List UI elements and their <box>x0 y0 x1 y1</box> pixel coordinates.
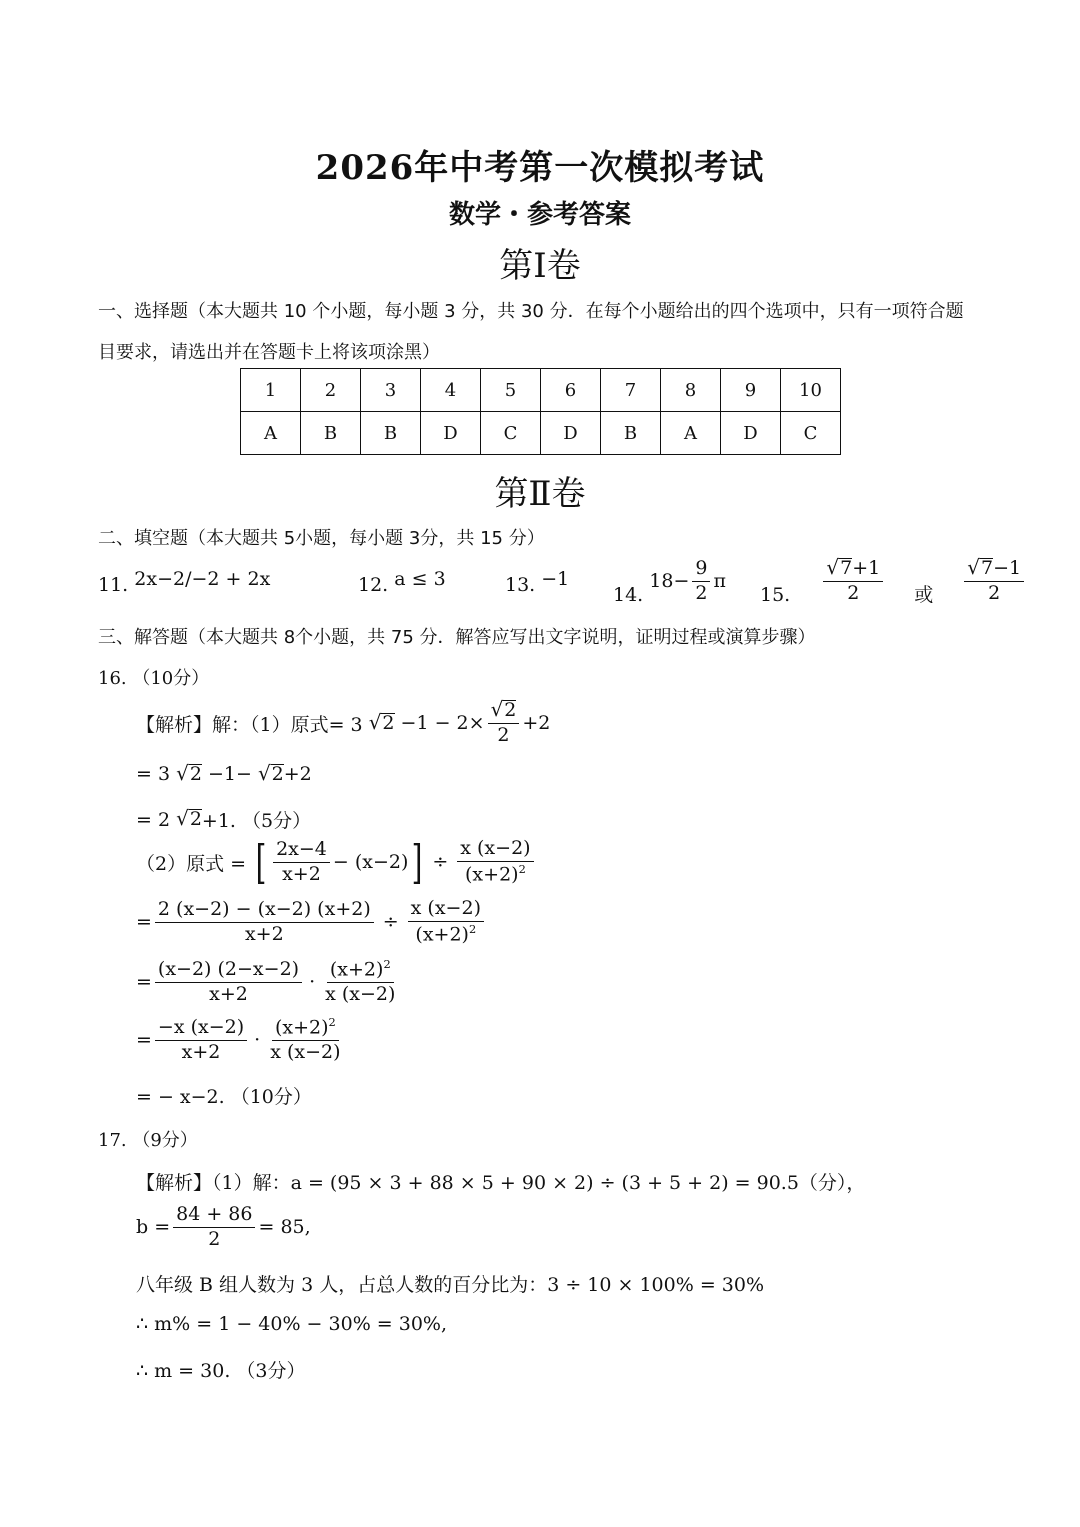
answer-table <box>240 368 841 455</box>
q11-label: 11. <box>98 574 129 596</box>
section-two-heading: 二、填空题（本大题共 5小题，每小题 3分，共 15 分） <box>98 528 545 549</box>
q15-fraction-a: √ 7 +1 2 <box>823 558 883 605</box>
q12-label: 12. <box>358 574 389 596</box>
q17-line2: b = $\frac{84 + 86}{2}$ = 85, <box>136 1203 311 1250</box>
q16-line6: = $\frac{(x-2) (2-x-2)}{x+2}$ · $\frac{(x+2)^2}{x (x-2)}$ <box>136 957 396 1006</box>
answer-cell: B <box>301 412 361 455</box>
q14-prefix: 18− <box>649 570 690 593</box>
q15-fraction-b: √ 7 −1 2 <box>964 558 1024 605</box>
q15-or: 或 <box>914 583 934 606</box>
q11-answer <box>98 568 271 596</box>
answer-cell: D <box>421 412 481 455</box>
section-one-heading-line1: 一、选择题（本大题共 10 个小题，每小题 3 分，共 30 分．在每个小题给出的四个选项中，只有一项符合题 <box>98 301 964 322</box>
answer-cell: B <box>361 412 421 455</box>
q14-suffix: π <box>713 570 726 593</box>
question-number-cell: 4 <box>421 369 481 412</box>
question-number-cell: 7 <box>601 369 661 412</box>
q12-value: a ≤ 3 <box>394 568 446 590</box>
page-title: 2026年中考第一次模拟考试 <box>315 148 765 188</box>
q14-label: 14. <box>613 584 644 607</box>
question-number-cell: 8 <box>661 369 721 412</box>
q16-line1: 【解析】解：（1）原式= 3 √ 2 −1 − 2× √ 2 2 +2 <box>136 697 551 746</box>
answer-table-number-row <box>241 369 841 412</box>
section-three-heading: 三、解答题（本大题共 8个小题，共 75 分．解答应写出文字说明，证明过程或演算步骤） <box>98 627 816 648</box>
question-number-cell: 6 <box>541 369 601 412</box>
q16-line4: （2）原式 = [ $\frac{2x-4}{x+2}$ − (x−2) ] ÷ $\frac{x (x-2)}{(x+2)^2}$ <box>136 838 537 886</box>
q17-label: 17. （9分） <box>98 1130 198 1151</box>
question-number-cell: 2 <box>301 369 361 412</box>
q11-value: 2x−2/−2 + 2x <box>134 568 271 590</box>
answer-cell: A <box>661 412 721 455</box>
answer-cell: B <box>601 412 661 455</box>
q16-line3: = 2 √ 2 +1. （5分） <box>136 806 312 832</box>
answer-cell: C <box>481 412 541 455</box>
question-number-cell: 3 <box>361 369 421 412</box>
question-number-cell: 5 <box>481 369 541 412</box>
q16-line2: = 3 √ 2 −1− √ 2 +2 <box>136 760 312 785</box>
q17-line3: 八年级 B 组人数为 3 人，占总人数的百分比为：3 ÷ 10 × 100% = 30% <box>136 1274 765 1296</box>
q13-answer <box>505 568 570 596</box>
q15-answer <box>760 555 1027 607</box>
q17-line1: 【解析】（1）解：a = (95 × 3 + 88 × 5 + 90 × 2) ÷ (3 + 5 + 2) = 90.5（分）， <box>136 1172 866 1194</box>
q14-answer <box>613 558 726 605</box>
question-number-cell: 1 <box>241 369 301 412</box>
q12-answer <box>358 568 446 596</box>
answer-table-answer-row <box>241 412 841 455</box>
question-number-cell: 10 <box>781 369 841 412</box>
section-one-heading-line2: 目要求，请选出并在答题卡上将该项涂黑） <box>98 342 440 363</box>
question-number-cell: 9 <box>721 369 781 412</box>
page-subtitle: 数学・参考答案 <box>448 200 631 230</box>
q13-label: 13. <box>505 574 536 596</box>
q16-line7: = $\frac{-x (x-2)}{x+2}$ · $\frac{(x+2)^2}{x (x-2)}$ <box>136 1015 341 1064</box>
q17-line4: ∴ m% = 1 − 40% − 30% = 30%, <box>136 1313 448 1335</box>
volume-two-heading: 第Ⅱ卷 <box>494 474 586 514</box>
q13-value: −1 <box>541 568 570 590</box>
answer-cell: D <box>721 412 781 455</box>
answer-cell: D <box>541 412 601 455</box>
q14-fraction: $\frac{9}{2}$ <box>692 558 710 605</box>
q16-line8: = − x−2. （10分） <box>136 1086 312 1108</box>
q16-label: 16. （10分） <box>98 668 210 689</box>
volume-one-heading: 第Ⅰ卷 <box>499 246 581 286</box>
answer-cell: C <box>781 412 841 455</box>
q17-line5: ∴ m = 30. （3分） <box>136 1360 306 1382</box>
q16-line5: = $\frac{2 (x-2) - (x-2) (x+2)}{x+2}$ ÷ $\frac{x (x-2)}{(x+2)^2}$ <box>136 898 487 946</box>
q15-label: 15. <box>760 584 791 607</box>
answer-cell: A <box>241 412 301 455</box>
